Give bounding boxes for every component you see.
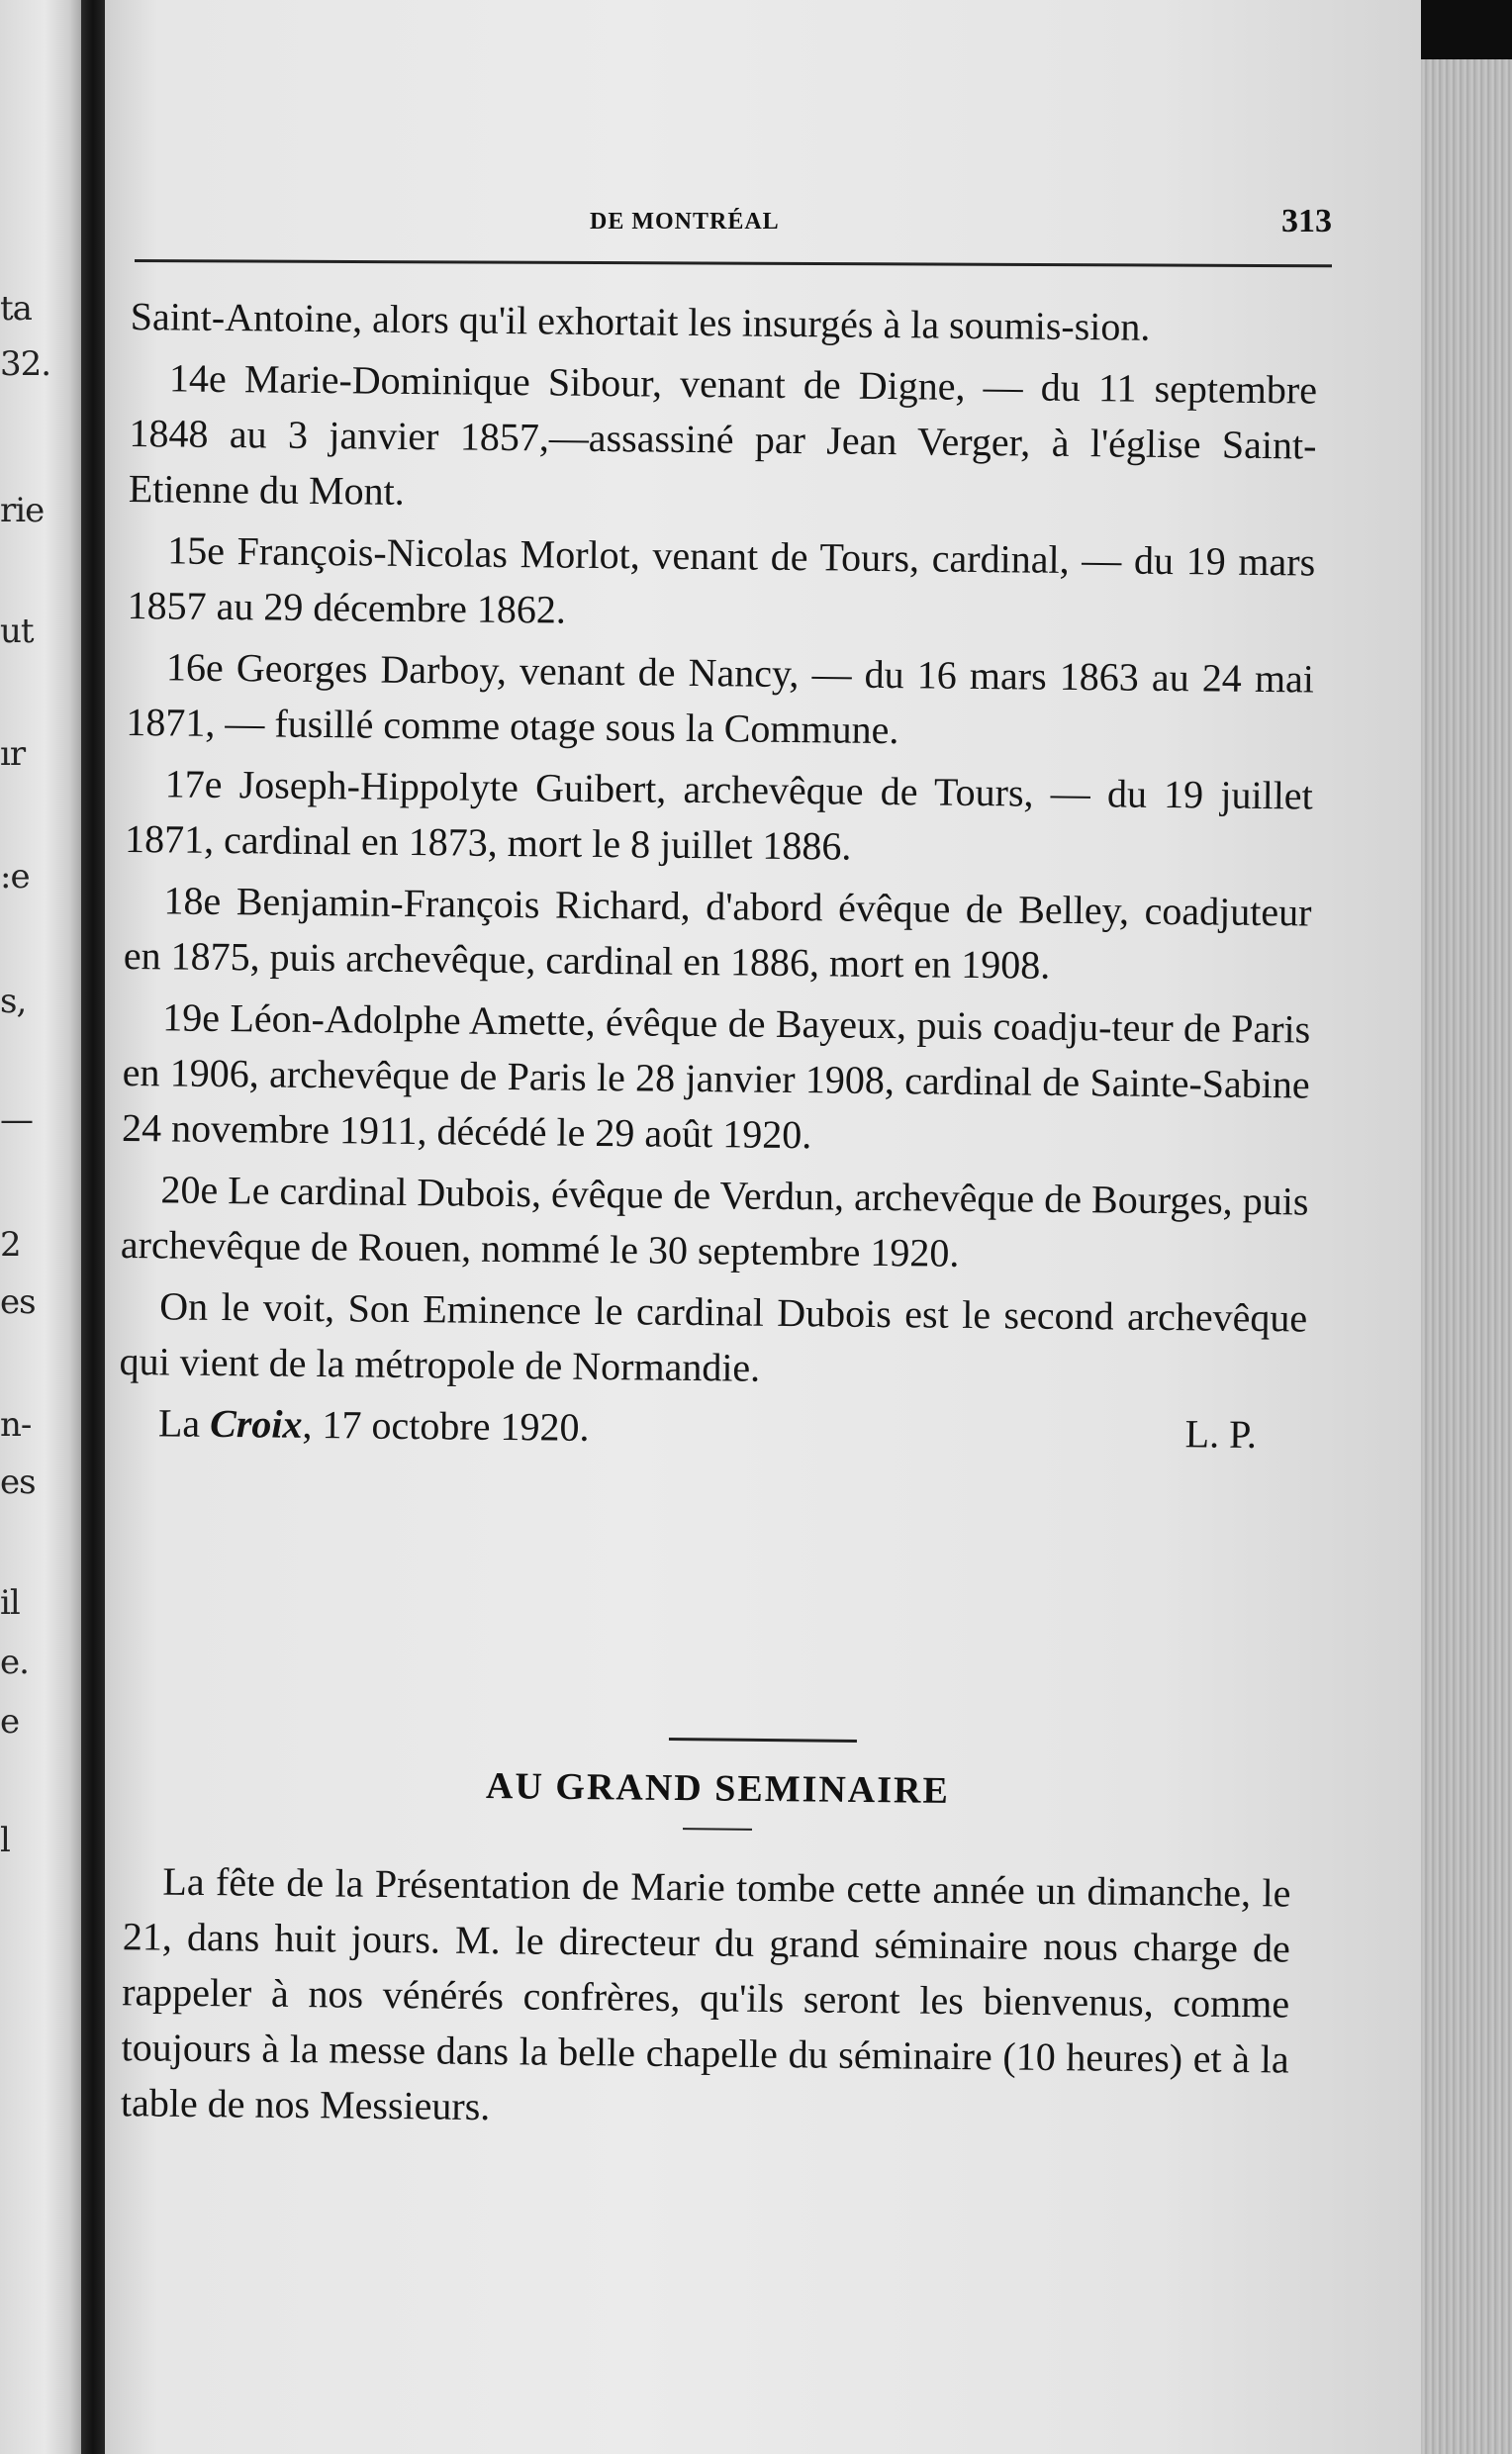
paragraph: 15e François-Nicolas Morlot, venant de Tours, cardinal, — du 19 mars 1857 au 29 décembre 1862. [127,527,1316,632]
left-margin-fragment: e [0,1702,20,1742]
source-citation [119,1395,590,1456]
left-margin-fragment: es [0,1463,36,1502]
left-margin-fragment: n- [0,1405,32,1445]
section-divider [669,1738,857,1743]
left-margin-fragment: es [0,1282,36,1322]
source-date: , 17 octobre 1920. [302,1401,590,1450]
header-rule [135,259,1332,267]
body-text [119,289,1318,1463]
heading-underline [683,1828,752,1831]
section-paragraph: La fête de la Présentation de Marie tombe cette année un dimanche, le 21, dans huit jours. M. le directeur du grand séminaire nous charge de rappeler à nos vénérés confrères, qu'ils seront les bienvenus, comme toujours à la messe dans la belle chapelle du séminaire (10 heures) et à la table de nos Messieurs. [120,1858,1291,2129]
author-initials: L. P. [1184,1411,1258,1457]
paragraph: 14e Marie-Dominique Sibour, venant de Digne, — du 11 septembre 1848 au 3 janvier 1857,—assassiné par Jean Verger, à l'église Saint-Etienne du Mont. [128,355,1318,514]
paragraph: On le voit, Son Eminence le cardinal Dubois est le second archevêque qui vient de la métropole de Normandie. [119,1283,1308,1390]
book-page [105,0,1421,2454]
left-margin-fragment: ır [0,734,26,774]
paragraph: Saint-Antoine, alors qu'il exhortait les insurgés à la soumis-sion. [130,293,1151,349]
page-number: 313 [1281,203,1332,239]
source-title: Croix [209,1400,303,1447]
paragraph: 19e Léon-Adolphe Amette, évêque de Bayeux, puis coadju-teur de Paris en 1906, archevêque de Paris le 28 janvier 1908, cardinal de Sainte-Sabine 24 novembre 1911, décédé le 29 août 1920. [121,994,1311,1158]
left-margin-fragment: il [0,1583,20,1623]
left-margin-fragment: l [0,1821,10,1860]
signoff-line [119,1395,1307,1463]
running-title: DE MONTRÉAL [590,209,780,235]
left-margin-fragment: — [0,1100,33,1140]
left-margin-fragment: 32. [0,344,51,384]
paragraph: 16e Georges Darboy, venant de Nancy, — du 16 mars 1863 au 24 mai 1871, — fusillé comme otage sous la Commune. [126,644,1315,753]
section-heading: AU GRAND SEMINAIRE [485,1765,951,1812]
page-stack-edges [1421,59,1512,2454]
left-margin-fragment: s, [0,982,27,1021]
section-grand-seminaire [101,1732,1421,2144]
left-margin-fragment: ut [0,612,34,651]
left-margin-fragment: ta [0,289,32,329]
left-margin-fragment: e. [0,1643,29,1682]
source-prefix: La [157,1400,201,1446]
left-margin-fragment: 2 [0,1225,21,1265]
paragraph: 17e Joseph-Hippolyte Guibert, archevêque de Tours, — du 19 juillet 1871, cardinal en 1873, mort le 8 juillet 1886. [124,761,1313,869]
left-margin-fragment: :e [0,857,30,897]
left-page-edge [0,0,81,2454]
paragraph: 20e Le cardinal Dubois, évêque de Verdun, archevêque de Bourges, puis archevêque de Rouen, nommé le 30 septembre 1920. [120,1167,1309,1275]
page-header [135,203,1332,252]
left-margin-fragment: rie [0,491,45,530]
paragraph: 18e Benjamin-François Richard, d'abord évêque de Belley, coadjuteur en 1875, puis archevêque, cardinal en 1886, mort en 1908. [123,878,1312,988]
